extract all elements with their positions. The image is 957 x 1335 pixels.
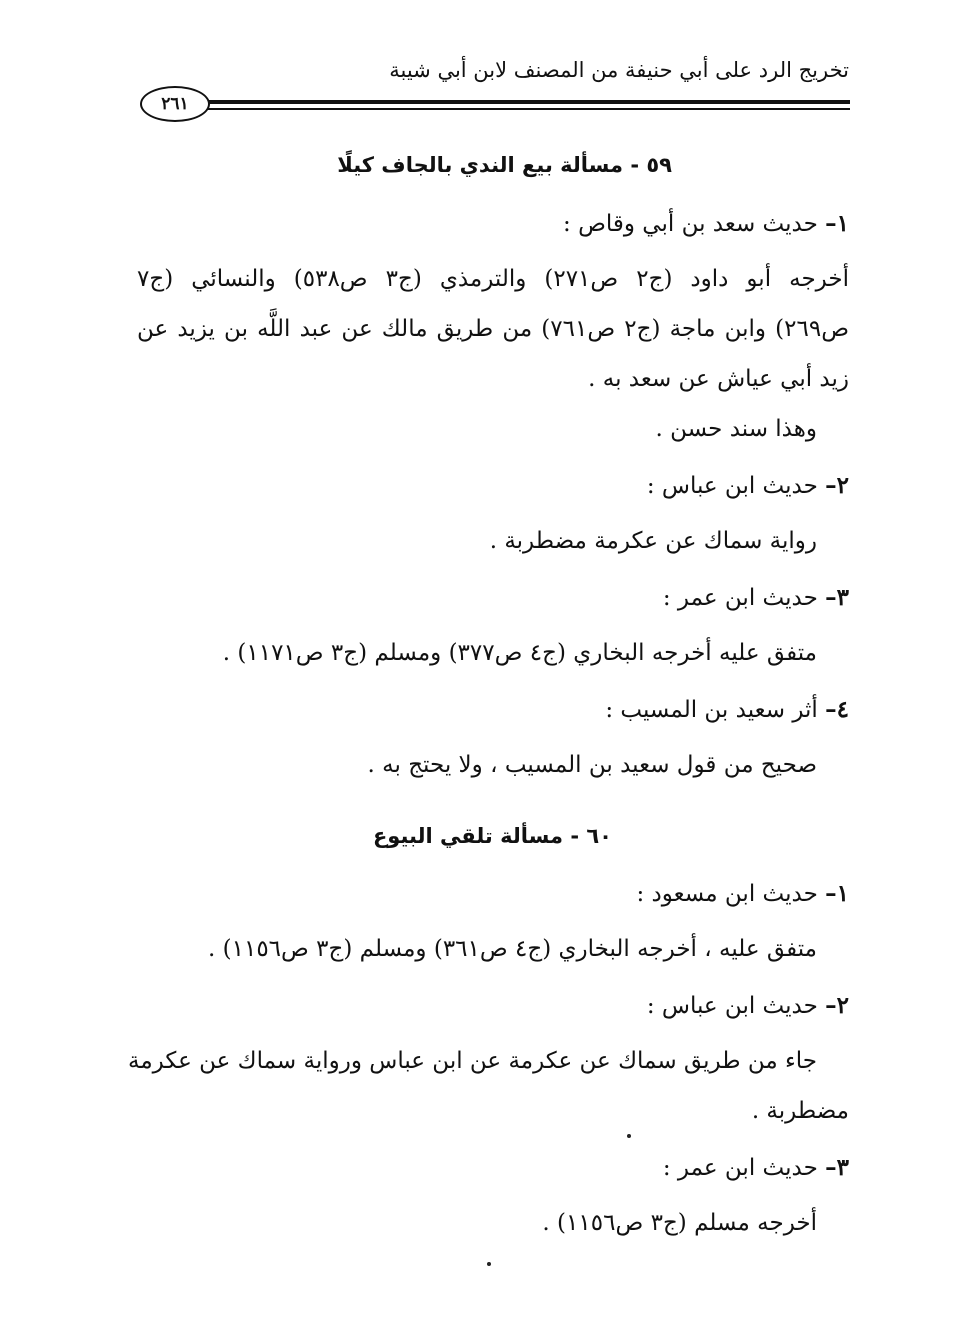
item-number: ٣– xyxy=(825,1154,849,1181)
item-title: حديث سعد بن أبي وقاص : xyxy=(563,211,818,237)
running-title: تخريج الرد على أبي حنيفة من المصنف لابن أبي شيبة xyxy=(389,58,849,82)
body-line: أخرجه مسلم (ج٣ ص١١٥٦) . xyxy=(542,1210,817,1236)
item-title: حديث ابن عمر : xyxy=(662,585,818,611)
body-line: وهذا سند حسن . xyxy=(655,416,817,442)
item-number: ٢– xyxy=(825,472,849,499)
scan-speck xyxy=(487,1262,491,1266)
body-line: ص٢٦٩) وابن ماجة (ج٢ ص٧٦١) من طريق مالك عن عبد اللَّه بن يزيد عن xyxy=(137,316,849,342)
header-rule-thick xyxy=(205,100,850,104)
item-number: ٤– xyxy=(825,696,849,723)
item-title-line xyxy=(605,698,849,722)
item-title-line xyxy=(647,994,849,1018)
item-title-line xyxy=(647,474,849,498)
page-number-badge xyxy=(140,86,210,122)
item-number: ٣– xyxy=(825,584,849,611)
body-line: متفق عليه ، أخرجه البخاري (ج٤ ص٣٦١) ومسلم (ج٣ ص١١٥٦) . xyxy=(208,936,817,962)
scan-speck xyxy=(627,1134,631,1138)
body-line: أخرجه أبو داود (ج٢ ص٢٧١) والترمذي (ج٣ ص٥٣٨) والنسائي (ج٧ xyxy=(137,266,849,292)
body-line: صحيح من قول سعيد بن المسيب ، ولا يحتج به . xyxy=(367,752,817,778)
item-title-line xyxy=(637,882,850,906)
section-heading: ٦٠ - مسألة تلقي البيوع xyxy=(372,824,612,848)
section-heading: ٥٩ - مسألة بيع الندي بالجاف كيلًا xyxy=(337,153,672,177)
body-line: مضطربة . xyxy=(751,1098,849,1124)
body-line: جاء من طريق سماك عن عكرمة عن ابن عباس ورواية سماك عن عكرمة xyxy=(128,1048,817,1074)
item-title-line xyxy=(663,1156,849,1180)
body-line: زيد أبي عياش عن سعد به . xyxy=(588,366,849,392)
item-title: حديث ابن عمر : xyxy=(662,1155,818,1181)
item-number: ١– xyxy=(825,210,849,237)
item-number: ٢– xyxy=(825,992,849,1019)
body-line: رواية سماك عن عكرمة مضطربة . xyxy=(489,528,817,554)
item-title: حديث ابن عباس : xyxy=(646,993,818,1019)
item-number: ١– xyxy=(825,880,849,907)
item-title: أثر سعيد بن المسيب : xyxy=(605,697,818,723)
page-number: ٢٦١ xyxy=(161,94,189,114)
header-rule-thin xyxy=(205,108,850,110)
item-title: حديث ابن عباس : xyxy=(646,473,818,499)
item-title-line xyxy=(663,586,849,610)
item-title: حديث ابن مسعود : xyxy=(636,881,818,907)
item-title-line xyxy=(563,212,849,236)
body-line: متفق عليه أخرجه البخاري (ج٤ ص٣٧٧) ومسلم (ج٣ ص١١٧١) . xyxy=(222,640,817,666)
